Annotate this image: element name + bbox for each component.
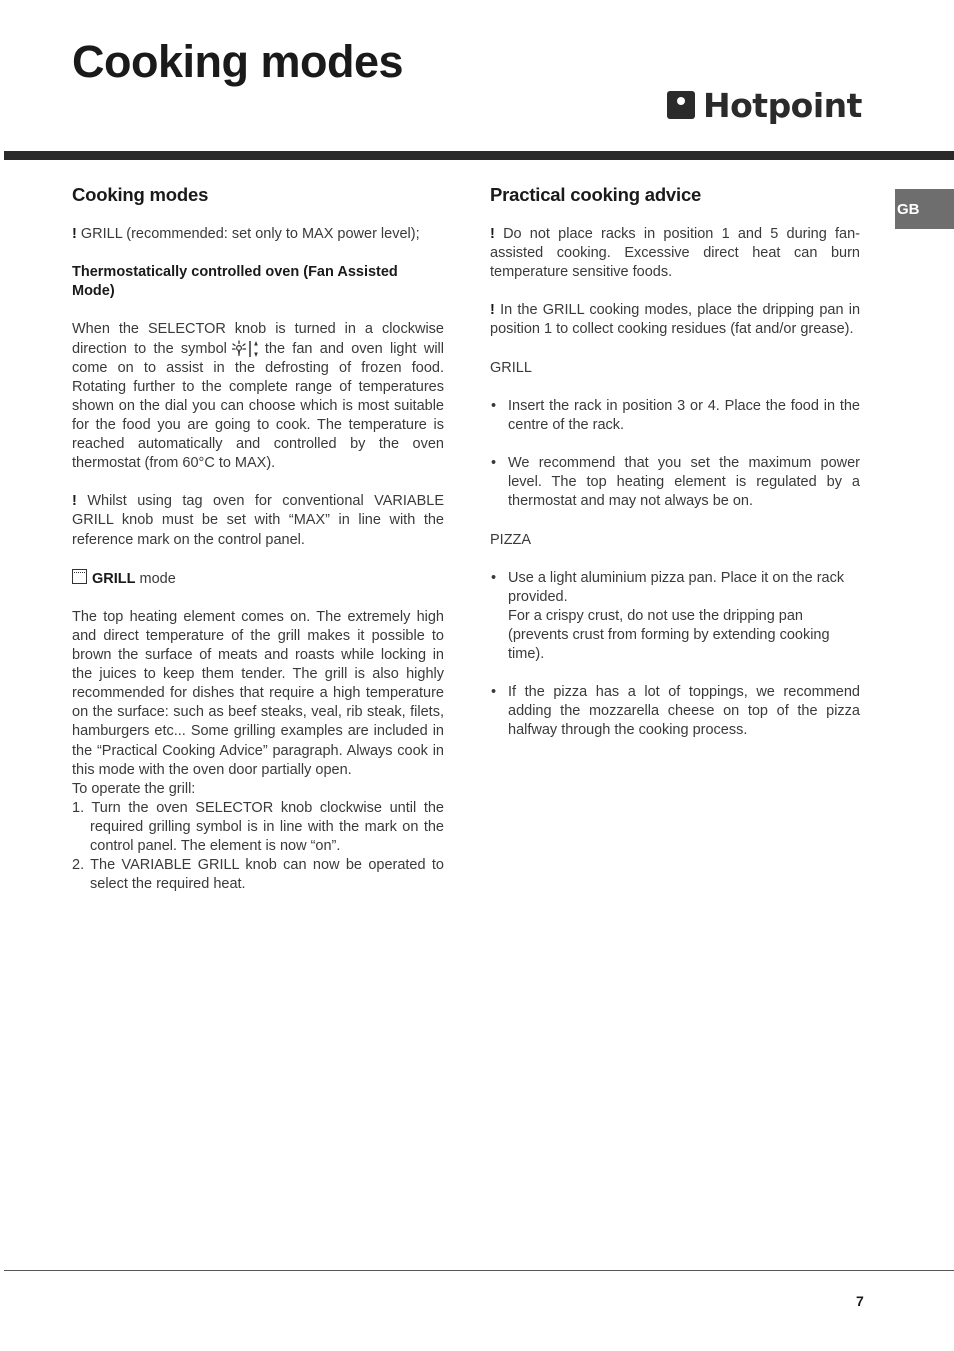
pizza-advice-list xyxy=(490,569,860,741)
list-item: 1. Turn the oven SELECTOR knob clockwise until the required grilling symbol is in line with the mark on the control panel. The element is now “on”. xyxy=(72,799,444,854)
grill-steps-list xyxy=(72,799,444,894)
warning-mark: ! xyxy=(72,226,77,242)
grill-advice-list xyxy=(490,397,860,512)
warning-mark: ! xyxy=(72,493,77,510)
variable-grill-note: ! Whilst using tag oven for conventional VARIABLE GRILL knob must be set with “MAX” in line with the reference mark on the control panel. xyxy=(72,493,445,548)
hotpoint-logo-text: Hotpoint xyxy=(703,85,862,125)
header-divider xyxy=(4,151,954,160)
grill-note: ! GRILL (recommended: set only to MAX power level); xyxy=(72,226,420,242)
grill-operate-intro: To operate the grill: xyxy=(72,780,196,797)
footer-divider xyxy=(4,1270,954,1271)
right-column xyxy=(490,184,860,760)
fan-assisted-subheading: Thermostatically controlled oven (Fan Assisted Mode) xyxy=(72,264,398,300)
grill-mode-icon xyxy=(72,569,87,584)
language-tab: GB xyxy=(895,189,954,229)
section-heading-cooking-modes: Cooking modes xyxy=(72,184,209,205)
grill-mode-label: GRILL mode xyxy=(72,569,444,589)
section-heading-practical-advice: Practical cooking advice xyxy=(490,184,702,205)
list-item: • Use a light aluminium pizza pan. Place it on the rack provided. For a crispy crust, do not use the dripping pan (prevents crust from forming by extending cooking time). xyxy=(490,569,860,664)
warning-mark: ! xyxy=(490,302,495,319)
left-column xyxy=(72,184,444,894)
list-item: • Insert the rack in position 3 or 4. Place the food in the centre of the rack. xyxy=(490,397,860,435)
page-number: 7 xyxy=(856,1293,864,1309)
warning-mark: ! xyxy=(490,226,495,242)
list-item: • If the pizza has a lot of toppings, we recommend adding the mozzarella cheese on top of the pizza halfway through the cooking process. xyxy=(490,683,860,740)
grill-description: The top heating element comes on. The extremely high and direct temperature of the grill makes it possible to brown the surface of meats and roasts while locking in the juices to keep them tender. The grill is also highly recommended for dishes that require a high temperature on the surface: such as beef steaks, veal, rib steak, filets, hamburgers etc... Some grilling examples are included in the “Practical Cooking Advice” paragraph. Always cook in this mode with the oven door partially open. xyxy=(72,608,444,778)
grill-advice-heading: GRILL xyxy=(490,359,532,376)
rack-position-note: ! Do not place racks in position 1 and 5 during fan-assisted cooking. Excessive direct heat can burn temperature sensitive foods. xyxy=(490,226,861,281)
list-item: • We recommend that you set the maximum power level. The top heating element is regulated by a thermostat and may not always be on. xyxy=(490,454,860,511)
list-item: 2. The VARIABLE GRILL knob can now be operated to select the required heat. xyxy=(72,857,444,893)
fan-assisted-paragraph: When the SELECTOR knob is turned in a clockwise direction to the symbol the fan and oven light will come on to assist in the defrosting of frozen food. Rotating further to the complete range of temperatures shown on the dial you can choose which is most suitable for the food you are going to cook. The temperature is reached automatically and controlled by the oven thermostat (from 60°C to MAX). xyxy=(72,321,444,472)
defrost-fan-symbol-icon xyxy=(231,340,261,358)
dripping-pan-note: ! In the GRILL cooking modes, place the dripping pan in position 1 to collect cooking residues (fat and/or grease). xyxy=(490,302,861,338)
pizza-advice-heading: PIZZA xyxy=(490,531,532,548)
hotpoint-logo-icon xyxy=(667,91,695,119)
hotpoint-logo xyxy=(667,85,862,125)
page-title: Cooking modes xyxy=(72,36,404,87)
